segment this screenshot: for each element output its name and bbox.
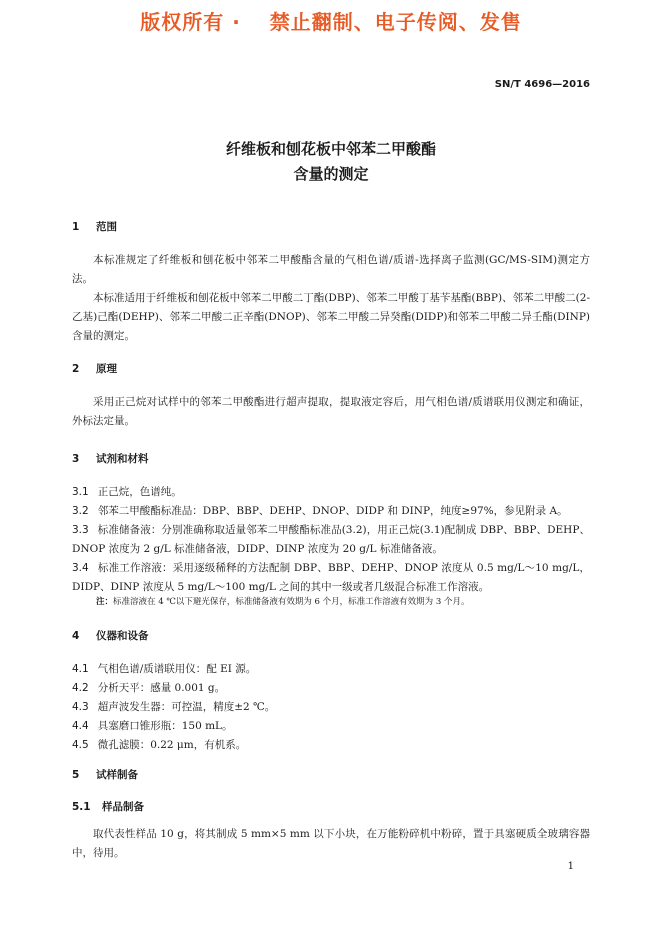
item-number: 4.1 — [72, 663, 89, 675]
item-text: 邻苯二甲酸酯标准品：DBP、BBP、DEHP、DNOP、DIDP 和 DINP，纯度≥97%，参见附录 A。 — [97, 505, 568, 517]
section-title: 仪器和设备 — [96, 630, 149, 642]
section-3-note — [96, 595, 590, 609]
section-1-paragraph-1: 本标准规定了纤维板和刨花板中邻苯二甲酸酯含量的气相色谱/质谱-选择离子监测(GC/MS-SIM)测定方法。 — [72, 254, 590, 285]
section-3-heading — [72, 451, 149, 466]
item-3-1 — [72, 483, 590, 502]
item-4-4 — [72, 717, 590, 736]
subsection-number: 5.1 — [72, 801, 91, 813]
section-title: 原理 — [96, 363, 117, 375]
section-title: 试剂和材料 — [96, 453, 149, 465]
section-2-paragraph-1: 采用正己烷对试样中的邻苯二甲酸酯进行超声提取，提取液定容后，用气相色谱/质谱联用仪测定和确证，外标法定量。 — [72, 396, 590, 427]
section-2-heading — [72, 361, 117, 376]
item-4-3 — [72, 698, 590, 717]
standard-code: SN/T 4696—2016 — [494, 79, 590, 90]
item-number: 4.2 — [72, 682, 89, 694]
item-text: 具塞磨口锥形瓶：150 mL。 — [97, 720, 233, 732]
item-4-5 — [72, 736, 590, 755]
item-text: 标准储备液：分别准确称取适量邻苯二甲酸酯标准品(3.2)，用正己烷(3.1)配制成 DBP、BBP、DEHP、DNOP 浓度为 2 g/L 标准储备液，DIDP、DINP 浓度为 20 g/L 标准储备液。 — [72, 524, 590, 555]
section-4-heading — [72, 628, 149, 643]
section-title: 试样制备 — [96, 769, 138, 781]
page-number: 1 — [567, 861, 574, 872]
item-text: 标准工作溶液：采用逐级稀释的方法配制 DBP、BBP、DEHP、DNOP 浓度从 0.5 mg/L～10 mg/L，DIDP、DINP 浓度从 5 mg/L～100 mg/L 之间的其中一级或者几级混合标准工作溶液。 — [72, 562, 590, 593]
item-text: 分析天平：感量 0.001 g。 — [97, 682, 226, 694]
item-4-1 — [72, 660, 590, 679]
item-number: 4.4 — [72, 720, 89, 732]
document-title-line1: 纤维板和刨花板中邻苯二甲酸酯 — [225, 140, 436, 158]
item-4-2 — [72, 679, 590, 698]
section-5-heading — [72, 767, 138, 782]
item-number: 3.3 — [72, 524, 89, 536]
item-number: 4.5 — [72, 739, 89, 751]
section-number: 5 — [72, 769, 80, 781]
item-text: 超声波发生器：可控温，精度±2 ℃。 — [97, 701, 276, 713]
item-3-4 — [72, 559, 590, 597]
item-3-2 — [72, 502, 590, 521]
section-number: 3 — [72, 453, 80, 465]
section-number: 2 — [72, 363, 80, 375]
section-number: 4 — [72, 630, 80, 642]
item-number: 3.1 — [72, 486, 89, 498]
document-title-line2: 含量的测定 — [293, 165, 369, 183]
item-text: 微孔滤膜：0.22 μm，有机系。 — [97, 739, 247, 751]
section-title: 范围 — [96, 221, 117, 233]
watermark-banner: 版权所有 · 禁止翻制、电子传阅、发售 — [140, 10, 522, 34]
section-1-heading — [72, 219, 117, 234]
item-3-3 — [72, 521, 590, 559]
section-5-1-paragraph-1: 取代表性样品 10 g，将其制成 5 mm×5 mm 以下小块，在万能粉碎机中粉碎，置于具塞硬质全玻璃容器中，待用。 — [72, 828, 590, 859]
item-text: 正己烷，色谱纯。 — [97, 486, 182, 498]
subsection-title: 样品制备 — [102, 801, 144, 813]
item-number: 3.2 — [72, 505, 89, 517]
note-text: 标准溶液在 4 ℃以下避光保存，标准储备液有效期为 6 个月，标准工作溶液有效期为 3 个月。 — [113, 597, 470, 607]
section-number: 1 — [72, 221, 80, 233]
section-1-paragraph-2: 本标准适用于纤维板和刨花板中邻苯二甲酸二丁酯(DBP)、邻苯二甲酸丁基苄基酯(BBP)、邻苯二甲酸二(2-乙基)己酯(DEHP)、邻苯二甲酸二正辛酯(DNOP)、邻苯二甲酸二异癸酯(DIDP)和邻苯二甲酸二异壬酯(DINP)含量的测定。 — [72, 292, 590, 342]
section-5-1-heading — [72, 799, 144, 814]
item-number: 3.4 — [72, 562, 89, 574]
item-text: 气相色谱/质谱联用仪：配 EI 源。 — [97, 663, 257, 675]
note-label: 注： — [96, 597, 114, 607]
item-number: 4.3 — [72, 701, 89, 713]
